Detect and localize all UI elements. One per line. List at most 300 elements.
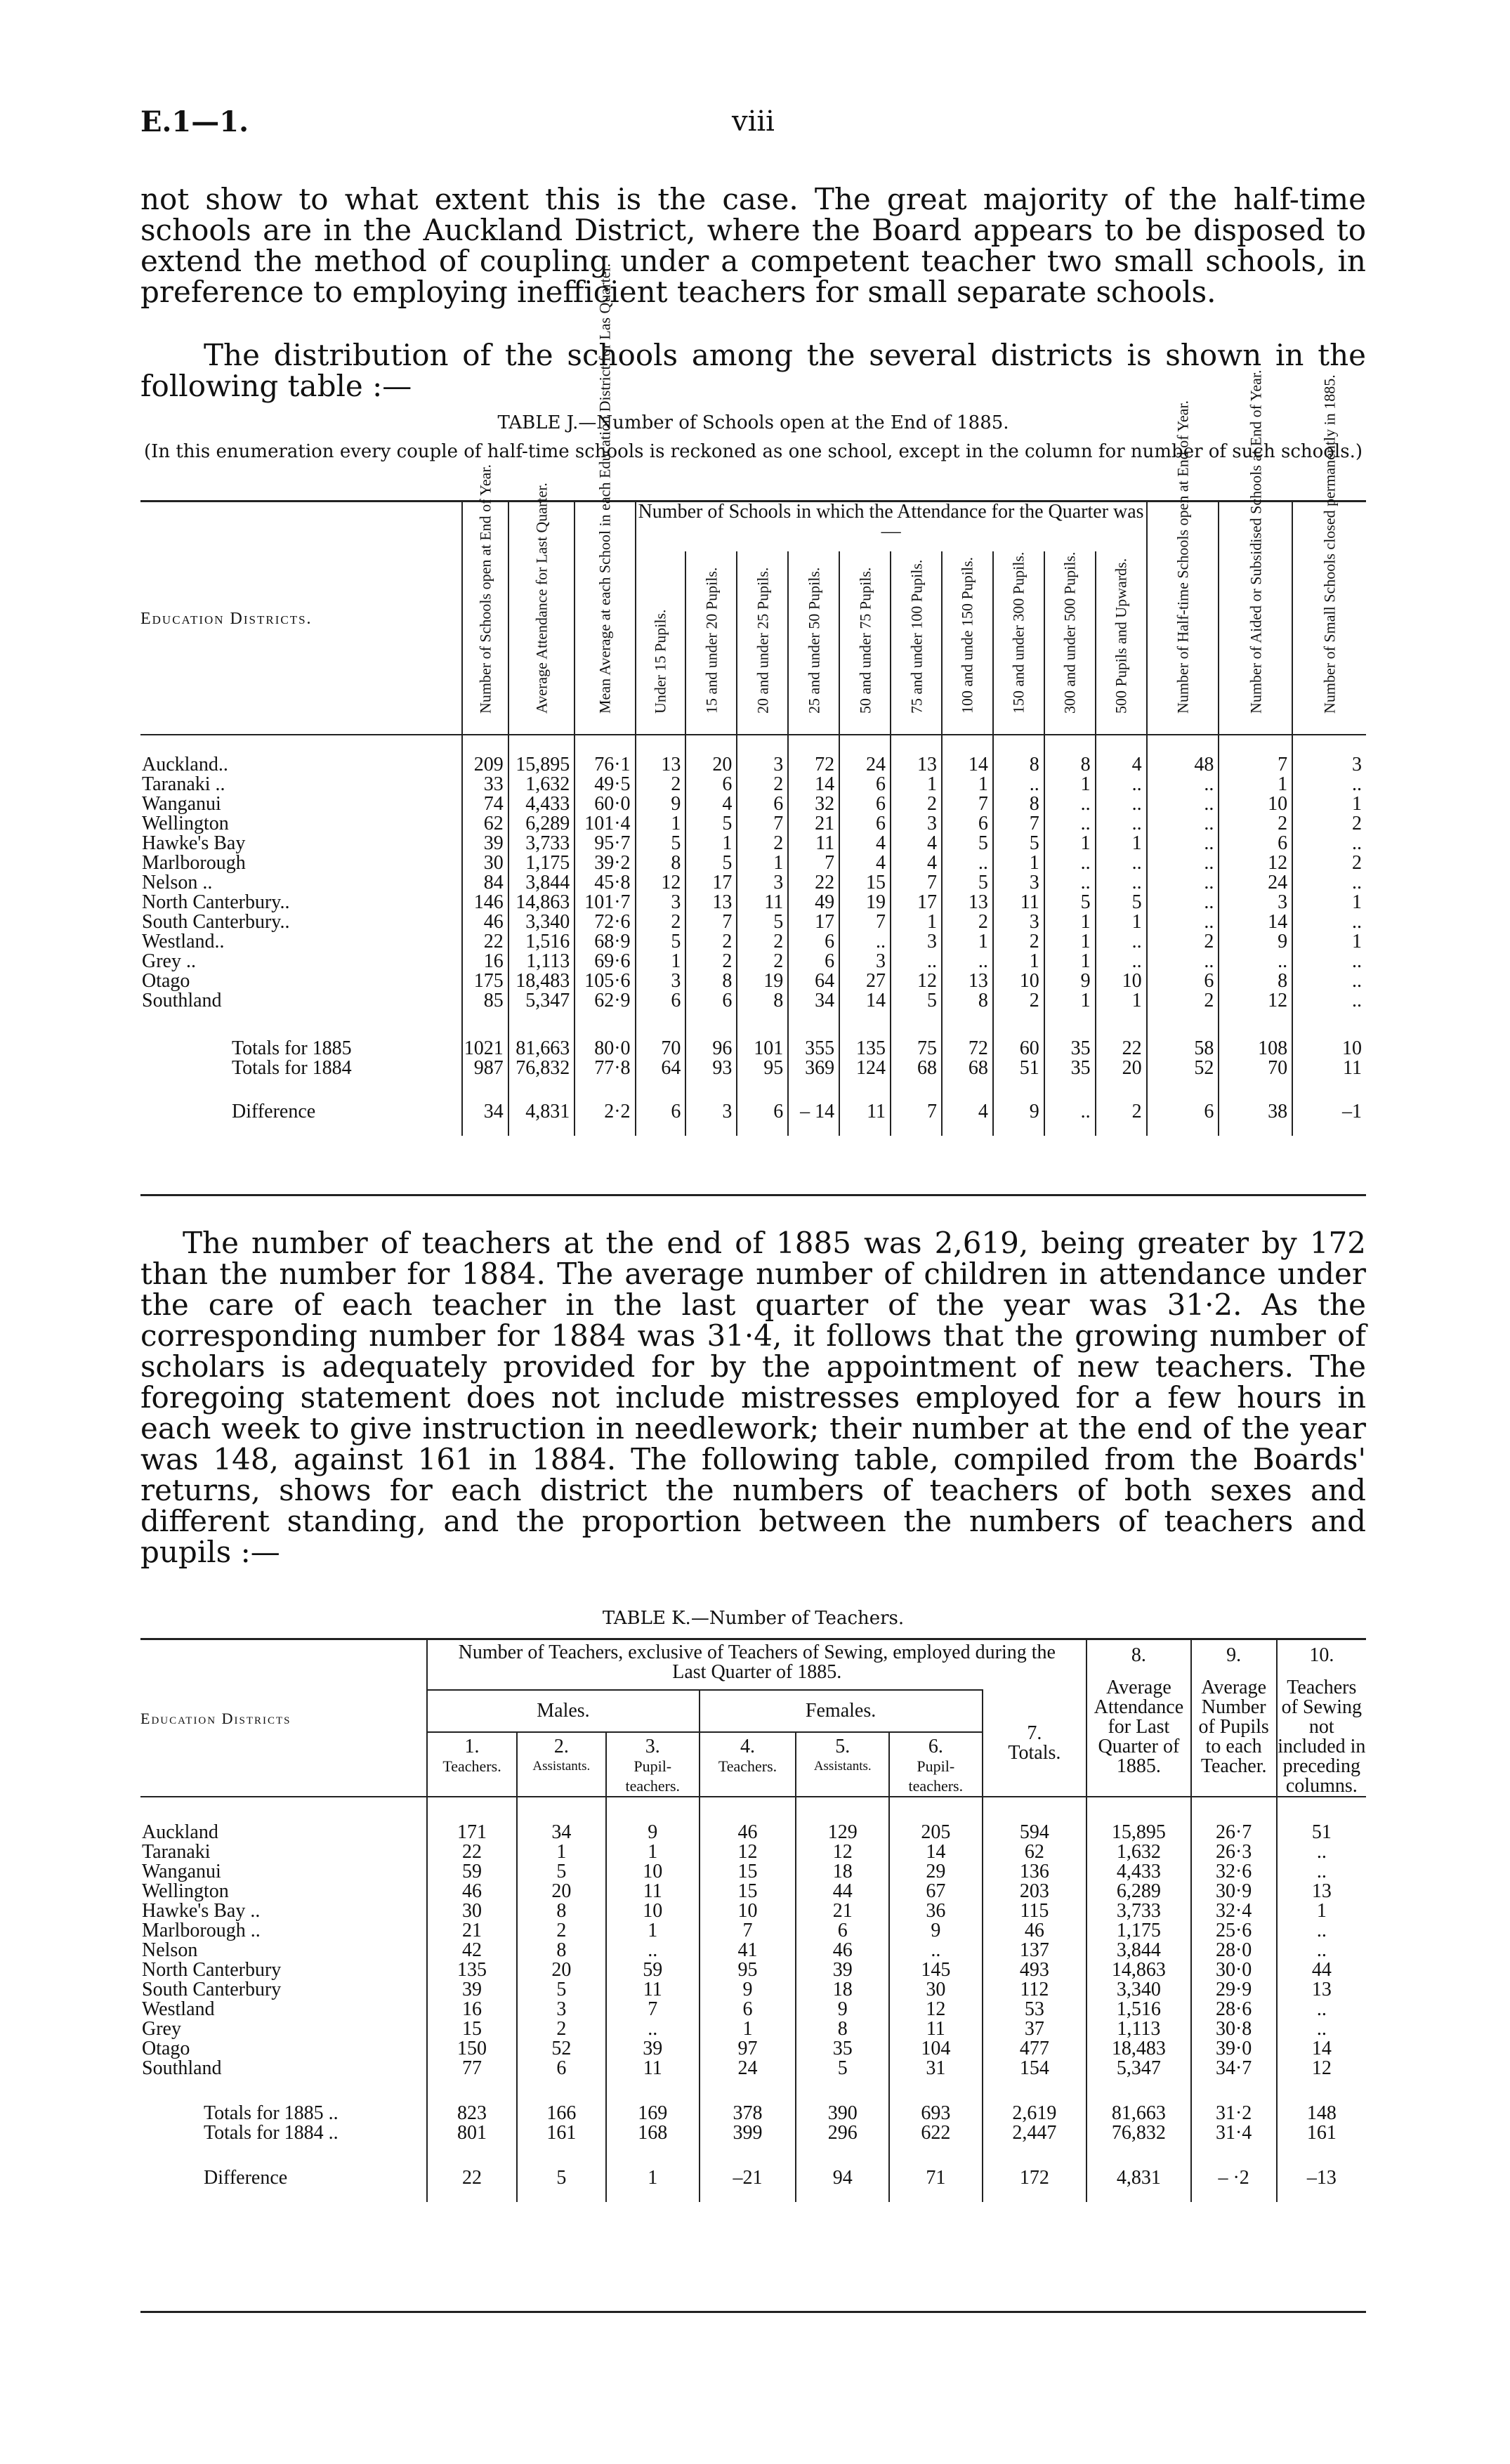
data-cell: 6 <box>839 775 891 794</box>
data-cell: .. <box>1044 853 1096 873</box>
spacer-cell <box>1044 1011 1096 1039</box>
district-name: Wellington <box>142 1880 229 1902</box>
data-cell: 2 <box>685 932 737 952</box>
data-cell: 70 <box>636 1039 686 1059</box>
spacer-cell <box>140 2188 427 2202</box>
spacer-cell <box>1219 1122 1292 1136</box>
district-name: Nelson .. <box>142 872 213 893</box>
data-cell: 1 <box>636 814 686 834</box>
teachers-group-header: Number of Teachers, exclusive of Teachers of Sewing, employed during the Last Quarter of 1885. <box>427 1640 1086 1690</box>
spacer-cell <box>796 2143 889 2168</box>
data-cell: .. <box>1292 775 1366 794</box>
data-cell: 6 <box>700 2000 796 2019</box>
district-name: Grey .. <box>142 950 196 972</box>
data-cell: 1 <box>1096 912 1147 932</box>
data-cell: 11 <box>606 1980 700 2000</box>
data-cell: 1 <box>1096 834 1147 853</box>
data-cell: 26·7 <box>1191 1823 1277 1842</box>
difference-row <box>140 1102 1366 1122</box>
table-row <box>140 794 1366 814</box>
data-cell: 3,733 <box>508 834 575 853</box>
column-number: 2. <box>553 1736 569 1757</box>
spacer-cell <box>606 2078 700 2104</box>
data-cell: .. <box>1096 873 1147 893</box>
table-row <box>140 1842 1366 1862</box>
spacer-cell <box>796 2078 889 2104</box>
data-cell: 5 <box>685 853 737 873</box>
data-cell: 84 <box>462 873 508 893</box>
spacer-cell <box>1096 1078 1147 1102</box>
page-number: viii <box>732 105 775 138</box>
data-cell: 29·9 <box>1191 1980 1277 2000</box>
spacer-cell <box>575 1078 635 1102</box>
data-cell: .. <box>1096 853 1147 873</box>
data-cell: 1 <box>1277 1901 1366 1921</box>
spacer-row <box>140 2188 1366 2202</box>
data-cell: 10 <box>606 1862 700 1882</box>
data-cell: 71 <box>889 2168 983 2188</box>
data-cell: 399 <box>700 2123 796 2143</box>
district-name: Hawke's Bay <box>142 832 246 854</box>
data-cell: 34 <box>517 1823 606 1842</box>
data-cell: 112 <box>983 1980 1087 2000</box>
data-cell: 4,433 <box>508 794 575 814</box>
table-row <box>140 1882 1366 1901</box>
row-header-label: Education Districts <box>140 1709 291 1727</box>
data-cell: 22 <box>1096 1039 1147 1059</box>
data-cell: 39·2 <box>575 853 635 873</box>
table-row <box>140 2000 1366 2019</box>
spacer-cell <box>993 1078 1044 1102</box>
data-cell: 8 <box>517 1941 606 1960</box>
column-header <box>636 551 686 735</box>
data-cell: 80·0 <box>575 1039 635 1059</box>
column-header <box>1191 1640 1277 1797</box>
table-row <box>140 2019 1366 2039</box>
data-cell: 135 <box>427 1960 516 1980</box>
data-cell: 3 <box>517 2000 606 2019</box>
data-cell: 1 <box>891 912 942 932</box>
spacer-cell <box>1086 2143 1191 2168</box>
data-cell: 9 <box>993 1102 1044 1122</box>
data-cell: 13 <box>685 893 737 912</box>
data-cell: 10 <box>993 971 1044 991</box>
spacer-cell <box>575 1122 635 1136</box>
spacer-cell <box>1277 2143 1366 2168</box>
data-cell: 11 <box>788 834 839 853</box>
spacer-cell <box>983 2143 1087 2168</box>
data-cell: .. <box>1147 952 1219 971</box>
data-cell: 2 <box>1292 853 1366 873</box>
data-cell: 77·8 <box>575 1059 635 1078</box>
data-cell: 18,483 <box>508 971 575 991</box>
data-cell: 15,895 <box>508 755 575 775</box>
data-cell: 52 <box>1147 1059 1219 1078</box>
data-cell: 6,289 <box>508 814 575 834</box>
data-cell: 27 <box>839 971 891 991</box>
data-cell: 6 <box>636 1102 686 1122</box>
data-cell: 13 <box>942 971 993 991</box>
data-cell: 1 <box>1044 932 1096 952</box>
column-header-label: 100 and unde 150 Pupils. <box>958 556 976 714</box>
data-cell: 76·1 <box>575 755 635 775</box>
data-cell: 171 <box>427 1823 516 1842</box>
column-header-label: 300 and under 500 Pupils. <box>1061 551 1079 714</box>
data-cell: 6 <box>839 814 891 834</box>
spacer-cell <box>700 2078 796 2104</box>
table-row <box>140 834 1366 853</box>
column-header-label: Under 15 Pupils. <box>651 609 669 714</box>
data-cell: 1,175 <box>508 853 575 873</box>
data-cell: 14,863 <box>1086 1960 1191 1980</box>
spacer-cell <box>942 735 993 755</box>
spacer-cell <box>839 1078 891 1102</box>
table-row <box>140 1823 1366 1842</box>
data-cell: 104 <box>889 2039 983 2059</box>
data-cell: 12 <box>1219 853 1292 873</box>
data-cell: 12 <box>700 1842 796 1862</box>
data-cell: 39 <box>606 2039 700 2059</box>
data-cell: 4 <box>839 853 891 873</box>
column-header <box>462 464 508 735</box>
spacer-cell <box>517 2188 606 2202</box>
data-cell: 124 <box>839 1059 891 1078</box>
column-header-label: Number of Half-time Schools open at End of Year. <box>1174 400 1192 714</box>
data-cell: .. <box>942 952 993 971</box>
data-cell: 39·0 <box>1191 2039 1277 2059</box>
data-cell: 12 <box>1277 2059 1366 2078</box>
district-name: Taranaki .. <box>142 773 225 795</box>
spacer-cell <box>839 1011 891 1039</box>
spacer-cell <box>140 1011 462 1039</box>
spacer-cell <box>891 1078 942 1102</box>
spacer-cell <box>1147 1011 1219 1039</box>
data-cell: 39 <box>462 834 508 853</box>
spacer-cell <box>788 1078 839 1102</box>
column-header-label: 75 and under 100 Pupils. <box>907 559 925 714</box>
column-number: 3. <box>645 1736 660 1757</box>
spacer-cell <box>891 1122 942 1136</box>
data-cell: 1 <box>737 853 788 873</box>
table-k-caption: TABLE K.—Number of Teachers. <box>602 1608 905 1629</box>
data-cell: 137 <box>983 1941 1087 1960</box>
data-cell: 11 <box>993 893 1044 912</box>
spacer-cell <box>517 2143 606 2168</box>
data-cell: 1021 <box>462 1039 508 1059</box>
data-cell: 2 <box>517 1921 606 1941</box>
data-cell: 45·8 <box>575 873 635 893</box>
spacer-cell <box>1191 1797 1277 1823</box>
data-cell: 46 <box>983 1921 1087 1941</box>
spacer-cell <box>575 1011 635 1039</box>
data-cell: .. <box>1147 912 1219 932</box>
data-cell: 6 <box>737 1102 788 1122</box>
district-name: South Canterbury <box>142 1979 282 2000</box>
data-cell: 2 <box>993 991 1044 1011</box>
data-cell: 1 <box>606 1842 700 1862</box>
data-cell: 35 <box>796 2039 889 2059</box>
spacer-cell <box>889 2078 983 2104</box>
data-cell: 49·5 <box>575 775 635 794</box>
data-cell: 12 <box>889 2000 983 2019</box>
data-cell: 2 <box>1147 991 1219 1011</box>
data-cell: 6 <box>636 991 686 1011</box>
data-cell: 93 <box>685 1059 737 1078</box>
column-header-label: 150 and under 300 Pupils. <box>1009 551 1028 714</box>
data-cell: 24 <box>700 2059 796 2078</box>
data-cell: 15 <box>427 2019 516 2039</box>
data-cell: 11 <box>889 2019 983 2039</box>
spacer-cell <box>1086 2188 1191 2202</box>
spacer-cell <box>427 1797 516 1823</box>
spacer-row <box>140 1078 1366 1102</box>
column-header <box>942 551 993 735</box>
column-header-label: Number of Aided or Subsidised Schools at End of Year. <box>1247 369 1265 714</box>
table-row <box>140 2039 1366 2059</box>
data-cell: 622 <box>889 2123 983 2143</box>
data-cell: 39 <box>427 1980 516 2000</box>
district-name: Southland <box>142 990 222 1011</box>
data-cell: 46 <box>427 1882 516 1901</box>
data-cell: 2,447 <box>983 2123 1087 2143</box>
spacer-row <box>140 2143 1366 2168</box>
data-cell: 35 <box>1044 1059 1096 1078</box>
district-name: North Canterbury <box>142 1959 282 1981</box>
table-row <box>140 912 1366 932</box>
data-cell: 62·9 <box>575 991 635 1011</box>
data-cell: .. <box>1277 1941 1366 1960</box>
spacer-cell <box>1096 735 1147 755</box>
column-label: Teachers. <box>442 1757 501 1775</box>
data-cell: .. <box>1292 952 1366 971</box>
data-cell: 1 <box>606 1921 700 1941</box>
data-cell: 60·0 <box>575 794 635 814</box>
data-cell: 693 <box>889 2104 983 2123</box>
data-cell: 18 <box>796 1862 889 1882</box>
data-cell: 3,340 <box>1086 1980 1191 2000</box>
spacer-cell <box>1191 2078 1277 2104</box>
data-cell: 3 <box>636 971 686 991</box>
district-name: Westland <box>142 1998 215 2020</box>
spacer-cell <box>788 1122 839 1136</box>
spacer-cell <box>700 2188 796 2202</box>
data-cell: .. <box>1147 893 1219 912</box>
column-header <box>1219 369 1292 735</box>
data-cell: 64 <box>636 1059 686 1078</box>
column-header <box>788 551 839 735</box>
data-cell: 3 <box>891 932 942 952</box>
data-cell: 59 <box>606 1960 700 1980</box>
column-header-label: 500 Pupils and Upwards. <box>1112 558 1130 714</box>
spacer-cell <box>1096 1122 1147 1136</box>
data-cell: 493 <box>983 1960 1087 1980</box>
data-cell: 1 <box>1044 952 1096 971</box>
table-row <box>140 1921 1366 1941</box>
data-cell: 28·0 <box>1191 1941 1277 1960</box>
data-cell: 32·4 <box>1191 1901 1277 1921</box>
data-cell: 9 <box>606 1823 700 1842</box>
data-cell: 1 <box>1096 991 1147 1011</box>
spacer-cell <box>1292 1078 1366 1102</box>
data-cell: 5 <box>685 814 737 834</box>
data-cell: 53 <box>983 2000 1087 2019</box>
data-cell: .. <box>1219 952 1292 971</box>
district-name: Wanganui <box>142 793 221 815</box>
data-cell: 3,733 <box>1086 1901 1191 1921</box>
data-cell: 68 <box>891 1059 942 1078</box>
column-header <box>891 551 942 735</box>
column-header-label: 15 and under 20 Pupils. <box>702 567 721 714</box>
totals-row <box>140 1059 1366 1078</box>
spacer-cell <box>140 1078 462 1102</box>
data-cell: 72 <box>942 1039 993 1059</box>
column-number: 8. <box>1131 1644 1146 1666</box>
spacer-cell <box>891 1011 942 1039</box>
data-cell: 4,433 <box>1086 1862 1191 1882</box>
spacer-cell <box>685 1078 737 1102</box>
data-cell: 16 <box>427 2000 516 2019</box>
district-name: Difference <box>204 2167 288 2189</box>
spacer-cell <box>140 1122 462 1136</box>
data-cell: 3 <box>1219 893 1292 912</box>
district-name: Southland <box>142 2057 222 2079</box>
data-cell: 18,483 <box>1086 2039 1191 2059</box>
data-cell: 3 <box>993 912 1044 932</box>
data-cell: 1,175 <box>1086 1921 1191 1941</box>
data-cell: 6 <box>788 932 839 952</box>
data-cell: 8 <box>737 991 788 1011</box>
data-cell: 1 <box>942 775 993 794</box>
table-k-header-row <box>140 1640 1366 1690</box>
totals-row <box>140 2123 1366 2143</box>
data-cell: 5 <box>942 873 993 893</box>
district-name: Totals for 1884 .. <box>204 2122 339 2144</box>
column-label: Average Number of Pupils to each Teacher. <box>1198 1677 1269 1777</box>
spacer-cell <box>993 1122 1044 1136</box>
data-cell: 24 <box>1219 873 1292 893</box>
data-cell: 12 <box>796 1842 889 1862</box>
data-cell: 154 <box>983 2059 1087 2078</box>
data-cell: 85 <box>462 991 508 1011</box>
data-cell: .. <box>1147 775 1219 794</box>
column-header-label: 50 and under 75 Pupils. <box>856 567 874 714</box>
column-number: 1. <box>464 1736 480 1757</box>
data-cell: 296 <box>796 2123 889 2143</box>
document-reference: E.1—1. <box>140 105 249 138</box>
district-name: Difference <box>232 1101 316 1122</box>
data-cell: 68·9 <box>575 932 635 952</box>
data-cell: 161 <box>1277 2123 1366 2143</box>
data-cell: 2 <box>685 952 737 971</box>
data-cell: 378 <box>700 2104 796 2123</box>
data-cell: 30·8 <box>1191 2019 1277 2039</box>
spacer-cell <box>737 1011 788 1039</box>
spacer-cell <box>1147 1122 1219 1136</box>
spacer-cell <box>796 1797 889 1823</box>
data-cell: 7 <box>1219 755 1292 775</box>
table-row <box>140 1980 1366 2000</box>
data-cell: 62 <box>462 814 508 834</box>
column-header <box>983 1690 1087 1797</box>
column-header <box>993 551 1044 735</box>
data-cell: 3 <box>891 814 942 834</box>
data-cell: 1 <box>993 853 1044 873</box>
spacer-cell <box>140 735 462 755</box>
data-cell: 7 <box>606 2000 700 2019</box>
data-cell: 209 <box>462 755 508 775</box>
data-cell: 6,289 <box>1086 1882 1191 1901</box>
data-cell: 6 <box>839 794 891 814</box>
intro-paragraph-1: not show to what extent this is the case. The great majority of the half-time schools are in the Auckland District, where the Board appears to be disposed to extend the method of coupling under a competent teacher two small schools, in preference to employing inefficient teachers for small separate schools. <box>140 182 1366 309</box>
district-name: Wanganui <box>142 1861 221 1882</box>
data-cell: 5 <box>517 2168 606 2188</box>
data-cell: 161 <box>517 2123 606 2143</box>
data-cell: 10 <box>1292 1039 1366 1059</box>
data-cell: 41 <box>700 1941 796 1960</box>
row-header-cell <box>140 502 462 735</box>
data-cell: 44 <box>796 1882 889 1901</box>
data-cell: 22 <box>427 1842 516 1862</box>
data-cell: 48 <box>1147 755 1219 775</box>
data-cell: 5 <box>796 2059 889 2078</box>
data-cell: 17 <box>788 912 839 932</box>
data-cell: 6 <box>796 1921 889 1941</box>
data-cell: 369 <box>788 1059 839 1078</box>
data-cell: 1 <box>1219 775 1292 794</box>
spacer-cell <box>508 1011 575 1039</box>
data-cell: .. <box>1292 834 1366 853</box>
data-cell: .. <box>942 853 993 873</box>
data-cell: 7 <box>737 814 788 834</box>
intro-paragraph-2: The distribution of the schools among the several districts is shown in the following table :— <box>140 338 1366 403</box>
data-cell: 58 <box>1147 1039 1219 1059</box>
data-cell: 14 <box>788 775 839 794</box>
spacer-cell <box>993 1011 1044 1039</box>
spacer-cell <box>1044 735 1096 755</box>
data-cell: 1,632 <box>508 775 575 794</box>
data-cell: .. <box>1292 912 1366 932</box>
data-cell: 35 <box>1044 1039 1096 1059</box>
data-cell: .. <box>1277 2019 1366 2039</box>
data-cell: 3 <box>839 952 891 971</box>
data-cell: 17 <box>891 893 942 912</box>
spacer-cell <box>1219 1078 1292 1102</box>
table-k <box>140 1640 1366 2202</box>
district-name: Auckland <box>142 1821 218 1843</box>
column-header <box>737 551 788 735</box>
spacer-cell <box>140 2078 427 2104</box>
data-cell: 19 <box>737 971 788 991</box>
data-cell: 18 <box>796 1980 889 2000</box>
spacer-cell <box>1086 1797 1191 1823</box>
data-cell: 9 <box>1044 971 1096 991</box>
column-label: Average Attendance for Last Quarter of 1885. <box>1094 1677 1184 1777</box>
spacer-row <box>140 1797 1366 1823</box>
spacer-row <box>140 1122 1366 1136</box>
data-cell: 14 <box>1219 912 1292 932</box>
data-cell: 16 <box>462 952 508 971</box>
data-cell: 75 <box>891 1039 942 1059</box>
data-cell: 11 <box>1292 1059 1366 1078</box>
data-cell: .. <box>1044 814 1096 834</box>
data-cell: 594 <box>983 1823 1087 1842</box>
data-cell: 4 <box>891 853 942 873</box>
column-header <box>606 1732 700 1797</box>
data-cell: – 14 <box>788 1102 839 1122</box>
district-name: Wellington <box>142 813 229 834</box>
data-cell: 1,113 <box>508 952 575 971</box>
data-cell: 69·6 <box>575 952 635 971</box>
